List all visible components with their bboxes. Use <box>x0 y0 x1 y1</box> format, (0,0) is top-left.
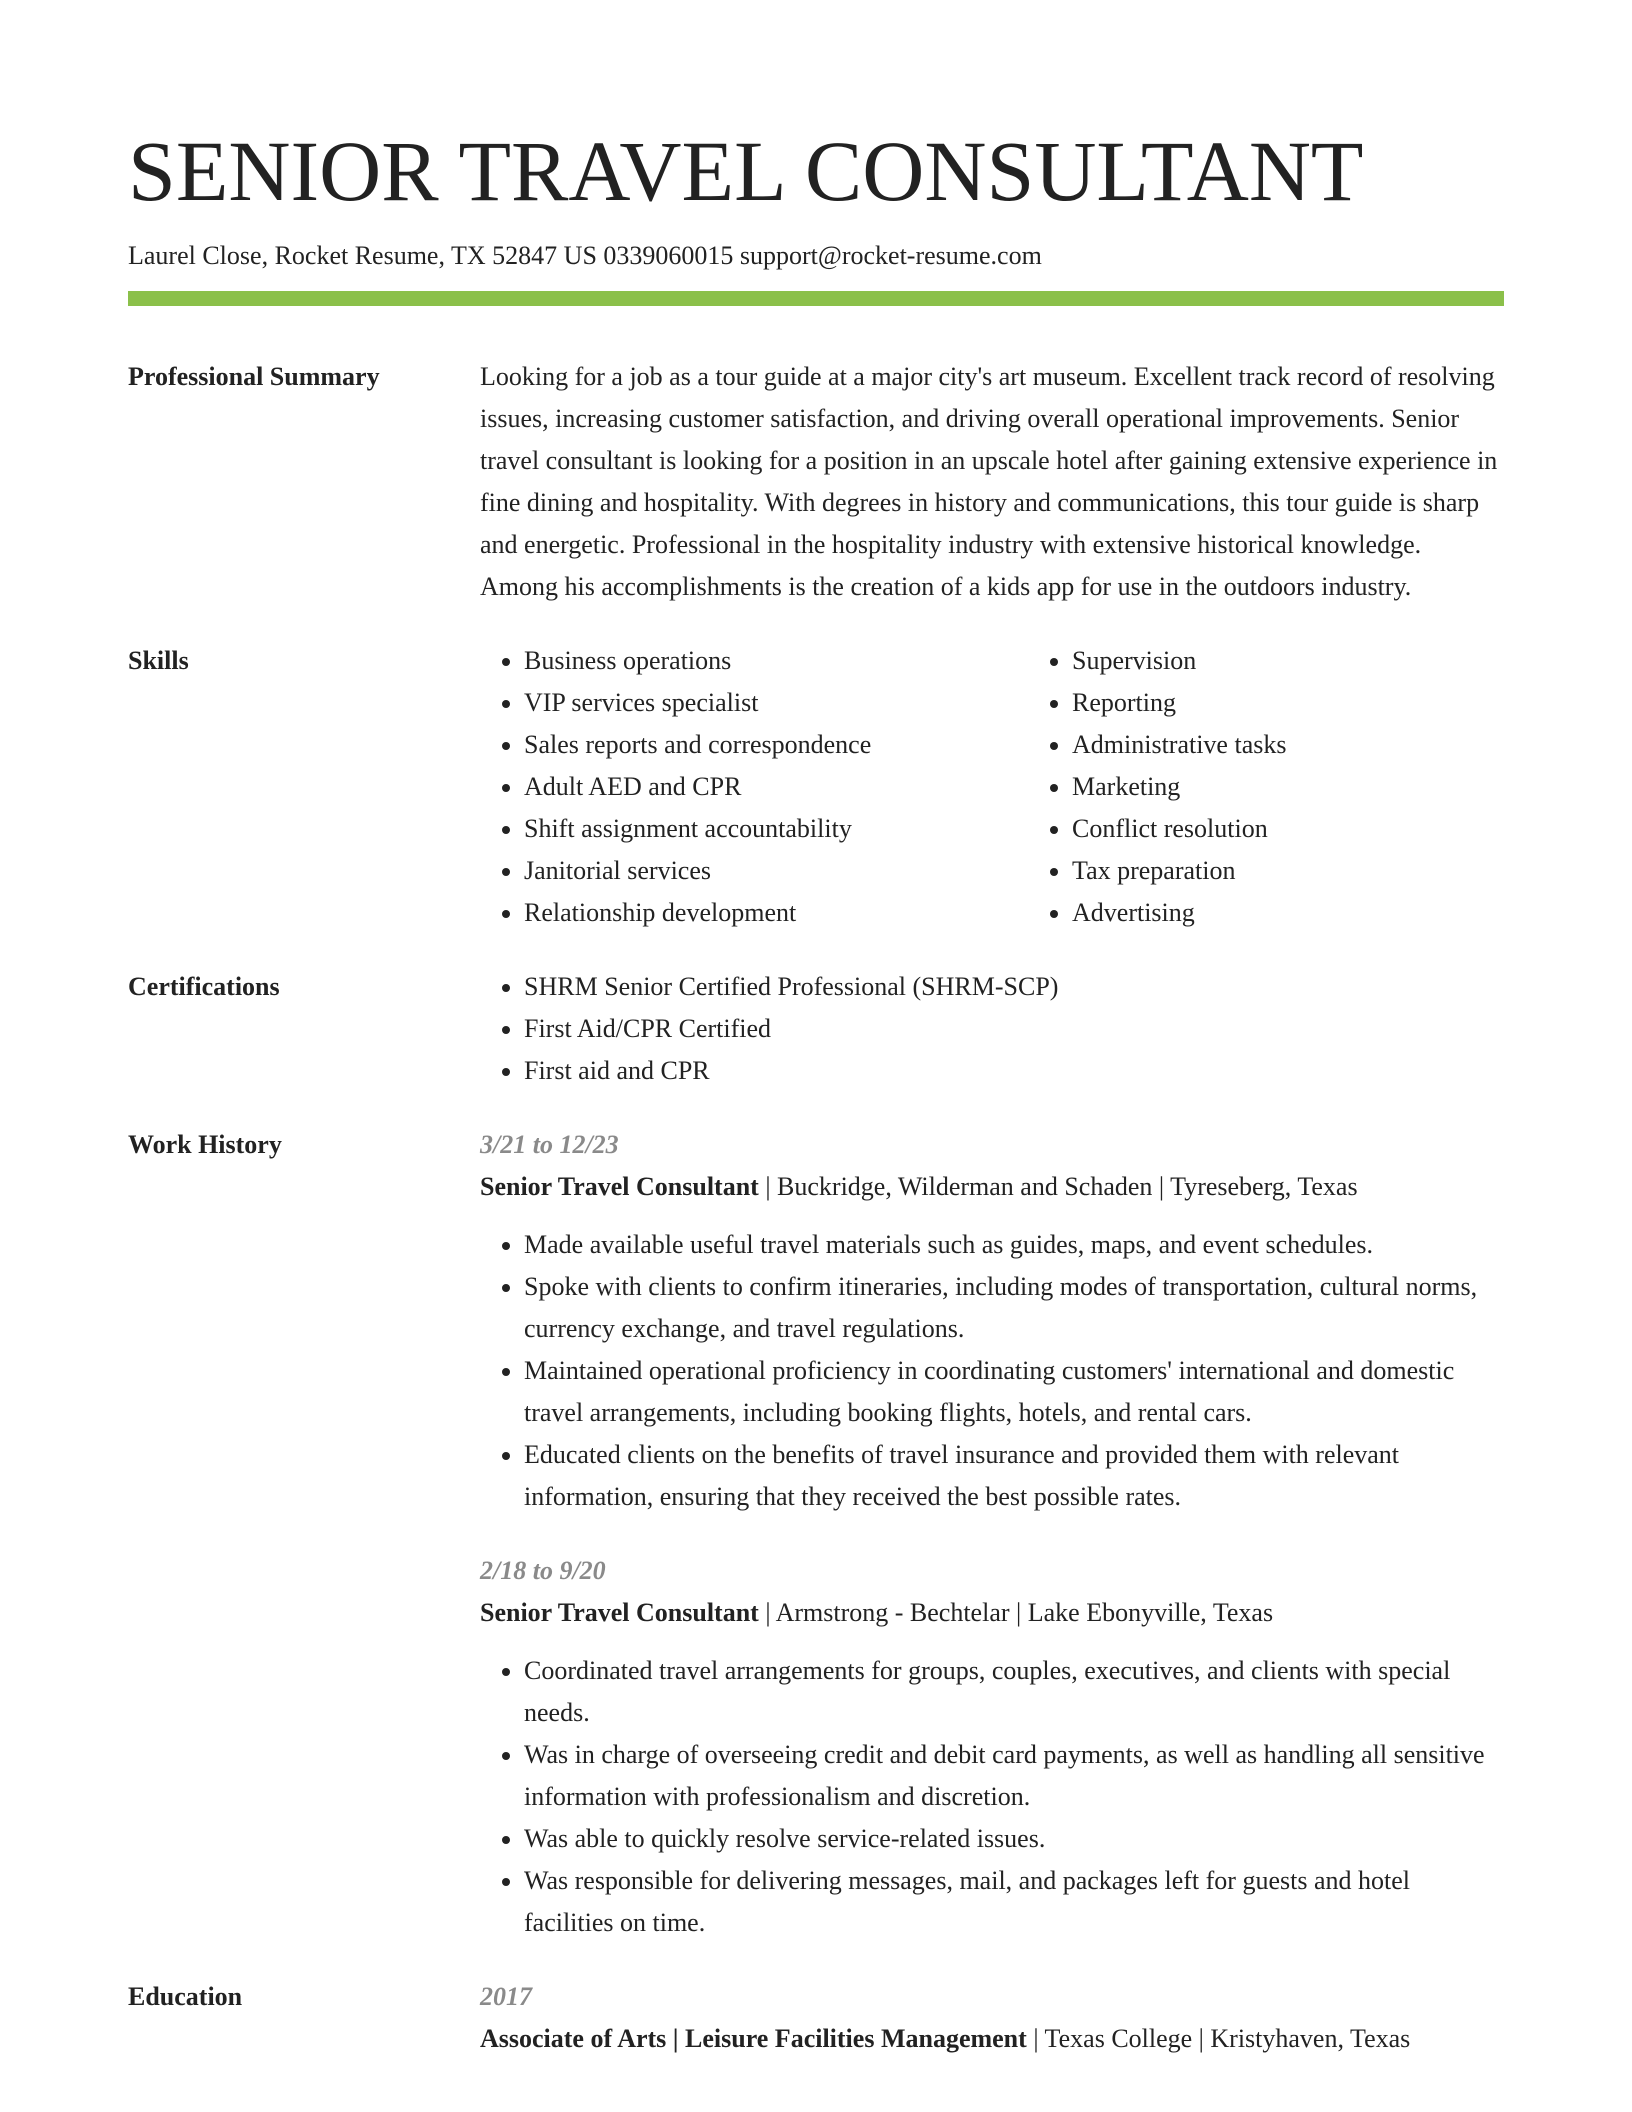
certification-item: • First Aid/CPR Certified <box>524 1008 1504 1050</box>
education-school-location: | Texas College | Kristyhaven, Texas <box>1026 2024 1411 2054</box>
education-degree: Associate of Arts | Leisure Facilities Management <box>480 2024 1027 2054</box>
skills-list-left <box>480 640 1028 934</box>
summary-text: Looking for a job as a tour guide at a major city's art museum. Excellent track record of resolving issues, increasing customer satisfaction, and driving overall operational improvements. Senior travel consultant is looking for a position in an upscale hotel after gaining extensive experience in fine dining and hospitality. With degrees in history and communications, this tour guide is sharp and energetic. Professional in the hospitality industry with extensive historical knowledge. Among his accomplishments is the creation of a kids app for use in the outdoors industry. <box>480 362 1498 602</box>
certification-item: • SHRM Senior Certified Professional (SHRM-SCP) <box>524 966 1504 1008</box>
resume-page <box>128 120 1504 2060</box>
job-duties-list <box>480 1650 1504 1944</box>
header-divider <box>128 291 1504 306</box>
job-duty: • Spoke with clients to confirm itineraries, including modes of transportation, cultural norms, currency exchange, and travel regulations. <box>524 1266 1504 1350</box>
job-employer-location: | Buckridge, Wilderman and Schaden | Tyreseberg, Texas <box>758 1172 1358 1202</box>
skills-list-right <box>1028 640 1576 934</box>
certifications-list <box>480 966 1504 1092</box>
certifications-heading: Certifications <box>128 972 280 1002</box>
education-heading: Education <box>128 1982 243 2012</box>
skill-item: • Adult AED and CPR <box>524 766 1028 808</box>
skill-item: • Shift assignment accountability <box>524 808 1028 850</box>
certifications-section <box>128 966 1504 1092</box>
job-title-line <box>480 1166 1504 1208</box>
certification-item: • First aid and CPR <box>524 1050 1504 1092</box>
skill-item: • Sales reports and correspondence <box>524 724 1028 766</box>
work-history-section <box>128 1124 1504 1944</box>
skill-item: • Conflict resolution <box>1072 808 1576 850</box>
job-duty: • Educated clients on the benefits of travel insurance and provided them with relevant information, ensuring that they received the best possible rates. <box>524 1434 1504 1518</box>
job-entry <box>480 1550 1504 1944</box>
job-duty: • Made available useful travel materials such as guides, maps, and event schedules. <box>524 1224 1504 1266</box>
job-title-line <box>480 1592 1504 1634</box>
contact-line: Laurel Close, Rocket Resume, TX 52847 US 0339060015 support@rocket-resume.com <box>128 241 1042 270</box>
skill-item: • Supervision <box>1072 640 1576 682</box>
job-duties-list <box>480 1224 1504 1518</box>
skill-item: • Advertising <box>1072 892 1576 934</box>
job-dates: 3/21 to 12/23 <box>480 1130 619 1160</box>
work-history-heading: Work History <box>128 1130 282 1160</box>
skill-item: • Marketing <box>1072 766 1576 808</box>
skills-section <box>128 640 1504 934</box>
job-duty: • Was able to quickly resolve service-related issues. <box>524 1818 1504 1860</box>
skill-item: • Relationship development <box>524 892 1028 934</box>
job-duty: • Was responsible for delivering messages, mail, and packages left for guests and hotel facilities on time. <box>524 1860 1504 1944</box>
skill-item: • Business operations <box>524 640 1028 682</box>
education-year: 2017 <box>480 1982 532 2012</box>
job-role: Senior Travel Consultant <box>480 1598 759 1628</box>
job-employer-location: | Armstrong - Bechtelar | Lake Ebonyville, Texas <box>758 1598 1274 1628</box>
job-role: Senior Travel Consultant <box>480 1172 759 1202</box>
skill-item: • Tax preparation <box>1072 850 1576 892</box>
job-duty: • Maintained operational proficiency in coordinating customers' international and domestic travel arrangements, including booking flights, hotels, and rental cars. <box>524 1350 1504 1434</box>
skill-item: • Reporting <box>1072 682 1576 724</box>
skill-item: • VIP services specialist <box>524 682 1028 724</box>
resume-name: SENIOR TRAVEL CONSULTANT <box>128 123 1364 219</box>
education-line <box>480 2018 1504 2060</box>
summary-heading: Professional Summary <box>128 362 380 392</box>
job-entry <box>480 1124 1504 1518</box>
skill-item: • Janitorial services <box>524 850 1028 892</box>
job-dates: 2/18 to 9/20 <box>480 1556 606 1586</box>
skill-item: • Administrative tasks <box>1072 724 1576 766</box>
summary-section <box>128 356 1504 608</box>
job-duty: • Was in charge of overseeing credit and debit card payments, as well as handling all sensitive information with professionalism and discretion. <box>524 1734 1504 1818</box>
education-section <box>128 1976 1504 2060</box>
skills-heading: Skills <box>128 646 189 676</box>
job-duty: • Coordinated travel arrangements for groups, couples, executives, and clients with special needs. <box>524 1650 1504 1734</box>
